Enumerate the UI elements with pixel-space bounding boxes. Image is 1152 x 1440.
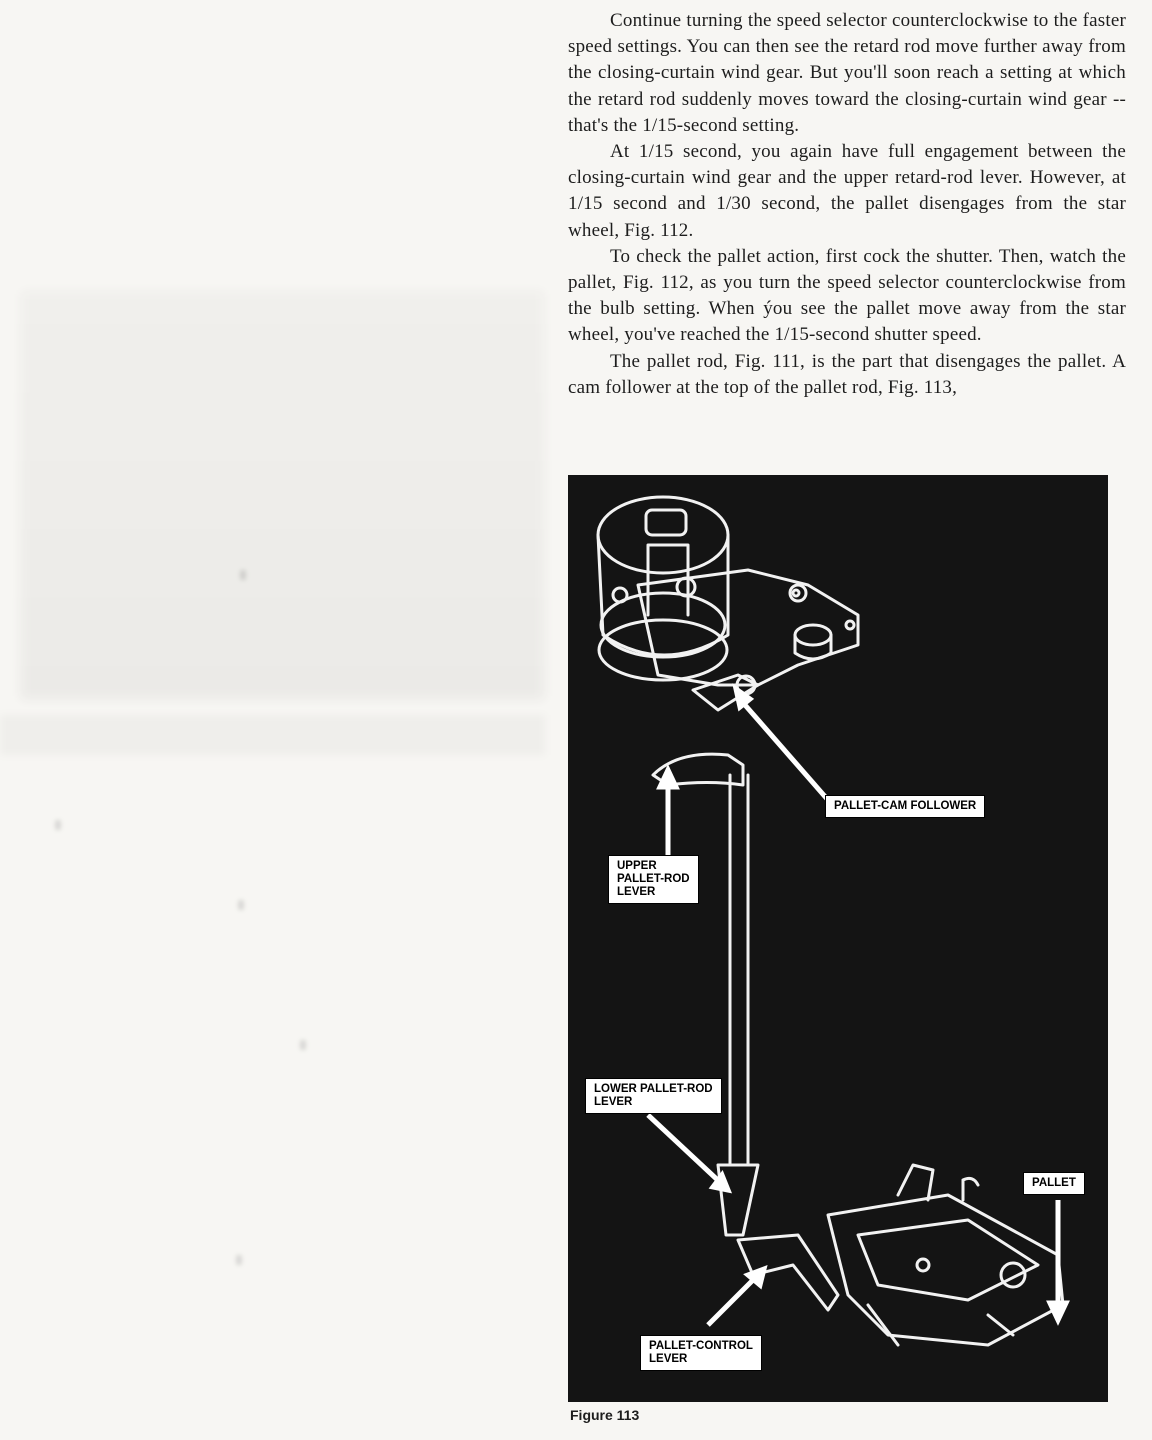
figure-113-illustration — [568, 475, 1108, 1402]
star-wheel — [1001, 1263, 1025, 1287]
bleed-through-shadow — [20, 290, 545, 700]
figure-caption: Figure 113 — [570, 1407, 640, 1423]
plate-hole — [793, 590, 799, 596]
bleed-through-line — [0, 715, 545, 755]
label-pallet-control-lever: PALLET-CONTROL LEVER — [640, 1335, 762, 1371]
label-upper-pallet-rod-lever: UPPER PALLET-ROD LEVER — [608, 855, 699, 904]
label-lower-pallet-rod-lever: LOWER PALLET-ROD LEVER — [585, 1078, 722, 1114]
label-pallet: PALLET — [1023, 1172, 1085, 1195]
paragraph: To check the pallet action, first cock the shutter. Then, watch the pallet, Fig. 112, as you turn the speed selector counterclockwise from the bulb setting. When ýou see the pallet move away from the star wheel, you've reached the 1/15-second shutter speed. — [568, 245, 1126, 346]
plate-screw — [846, 621, 854, 629]
body-text — [568, 8, 1126, 401]
cam-center — [677, 578, 695, 596]
paragraph: Continue turning the speed selector counterclockwise to the faster speed settings. You can then see the retard rod move further away from the closing-curtain wind gear. But you'll soon reach a setting at which the retard rod suddenly moves toward the closing-curtain wind gear -- that's the 1/15-second setting. — [568, 10, 1126, 136]
paragraph: At 1/15 second, you again have full engagement between the closing-curtain wind gear and the upper retard-rod lever. However, at 1/15 second and 1/30 second, the pallet disengages from the star wheel, Fig. 112. — [568, 141, 1126, 241]
plate-post — [795, 625, 831, 645]
pallet-rod — [730, 775, 748, 1165]
arrow-pallet-control-lever — [708, 1275, 758, 1325]
scan-speck — [238, 900, 244, 910]
scan-speck — [55, 820, 61, 830]
cam-drum-key — [646, 510, 686, 535]
scan-speck — [240, 570, 246, 580]
scan-speck — [300, 1040, 306, 1050]
mechanism-drawing — [568, 475, 1108, 1402]
paragraph: The pallet rod, Fig. 111, is the part that disengages the pallet. A cam follower at the top of the pallet rod, Fig. 113, — [568, 350, 1126, 398]
cam-drum-body — [598, 535, 728, 655]
label-pallet-cam-follower: PALLET-CAM FOLLOWER — [825, 795, 985, 818]
arrow-lower-lever — [648, 1115, 723, 1185]
scan-speck — [236, 1255, 242, 1265]
arrow-pallet-cam-follower — [738, 697, 828, 800]
pallet-pivot — [917, 1259, 929, 1271]
